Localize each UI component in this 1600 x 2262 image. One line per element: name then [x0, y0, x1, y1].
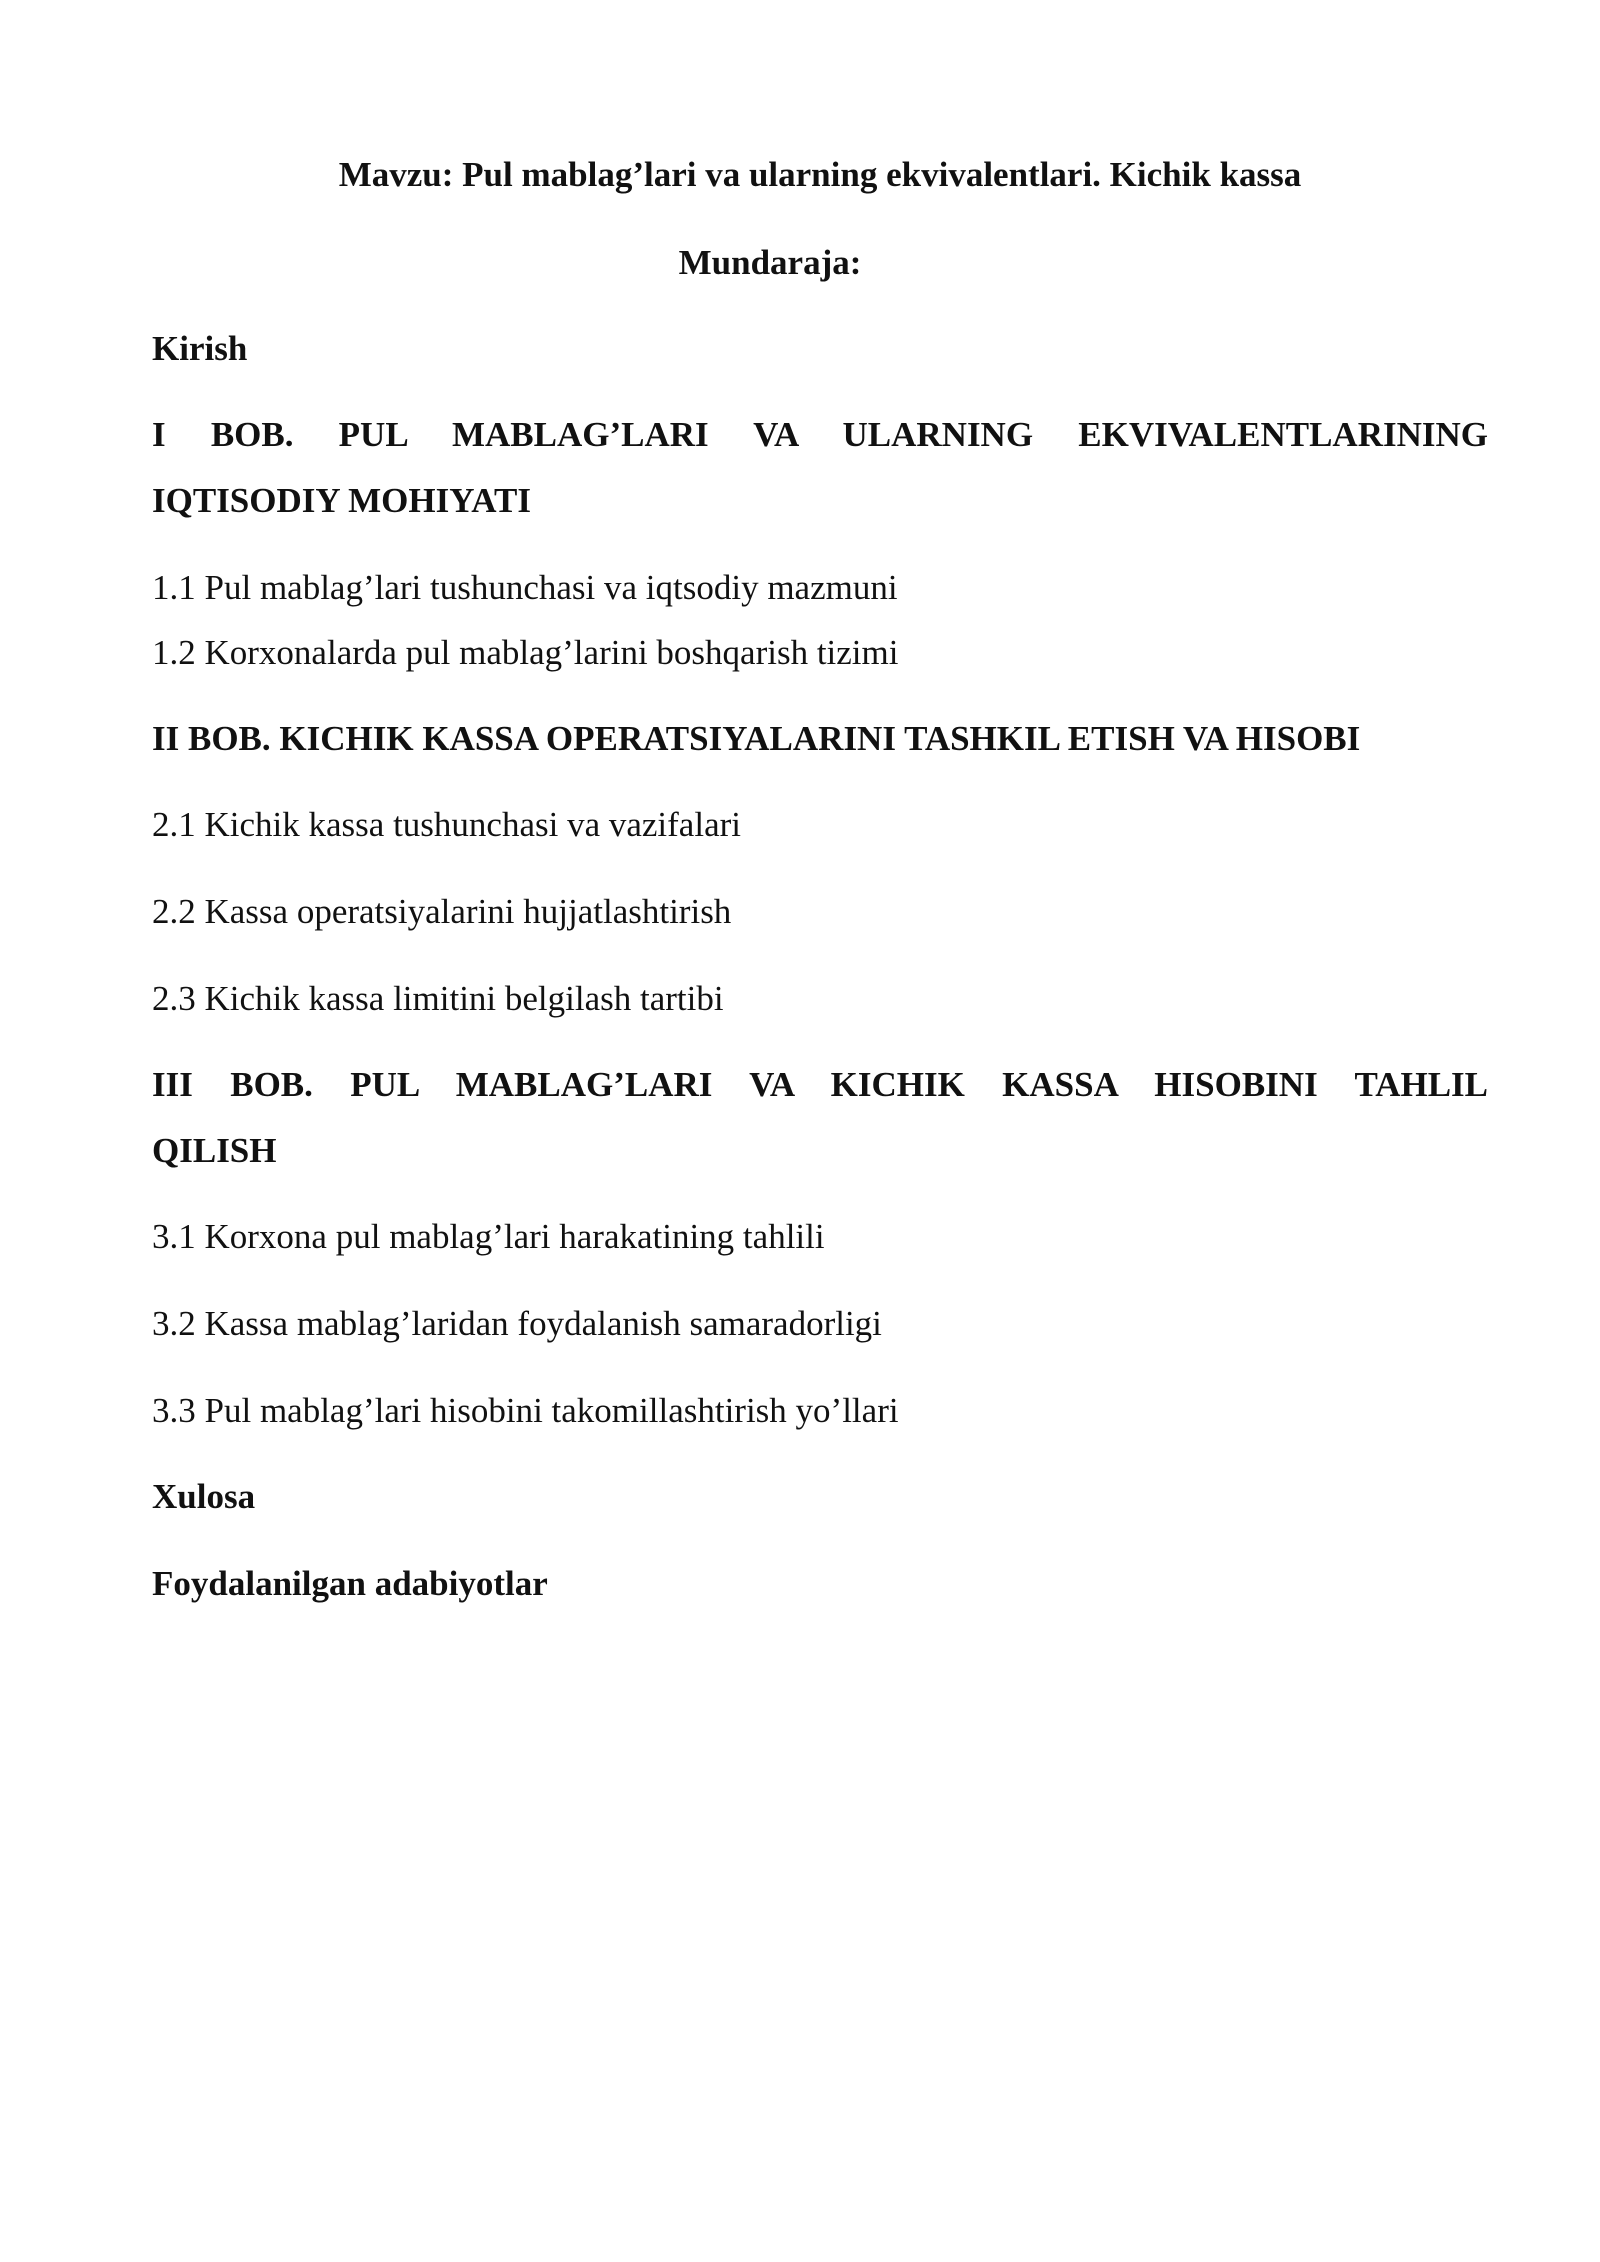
toc-item-intro: Kirish	[152, 329, 248, 368]
toc-section-2-2: 2.2 Kassa operatsiyalarini hujjatlashtirish	[152, 892, 732, 931]
toc-section-2-1: 2.1 Kichik kassa tushunchasi va vazifalari	[152, 805, 741, 844]
toc-chapter-1-title-line-2: IQTISODIY MOHIYATI	[152, 481, 531, 520]
toc-section-2-3: 2.3 Kichik kassa limitini belgilash tartibi	[152, 979, 724, 1018]
toc-item-conclusion: Xulosa	[152, 1477, 256, 1516]
toc-section-3-2: 3.2 Kassa mablag’laridan foydalanish samaradorligi	[152, 1304, 882, 1343]
toc-title: Mundaraja:	[678, 243, 862, 282]
toc-item-references: Foydalanilgan adabiyotlar	[152, 1564, 548, 1603]
toc-section-3-3: 3.3 Pul mablag’lari hisobini takomillashtirish yo’llari	[152, 1391, 899, 1430]
toc-section-1-1: 1.1 Pul mablag’lari tushunchasi va iqtsodiy mazmuni	[152, 568, 898, 607]
document-topic: Mavzu: Pul mablag’lari va ularning ekvivalentlari. Kichik kassa	[338, 155, 1302, 194]
toc-section-3-1: 3.1 Korxona pul mablag’lari harakatining tahlili	[152, 1217, 825, 1256]
toc-chapter-3-title-line-1: III BOB. PUL MABLAG’LARI VA KICHIK KASSA HISOBINI TAHLIL	[152, 1065, 1488, 1104]
toc-chapter-1-title-line-1: I BOB. PUL MABLAG’LARI VA ULARNING EKVIVALENTLARINING	[152, 415, 1488, 454]
toc-chapter-2-title: II BOB. KICHIK KASSA OPERATSIYALARINI TASHKIL ETISH VA HISOBI	[152, 719, 1361, 758]
toc-chapter-3-title-line-2: QILISH	[152, 1131, 277, 1170]
toc-section-1-2: 1.2 Korxonalarda pul mablag’larini boshqarish tizimi	[152, 633, 899, 672]
